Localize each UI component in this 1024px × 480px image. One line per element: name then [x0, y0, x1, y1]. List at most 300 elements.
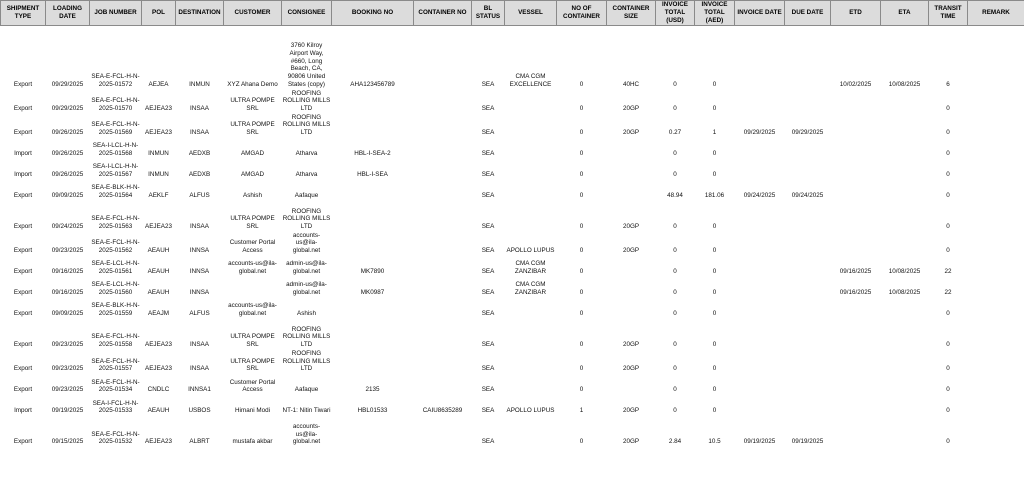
table-cell[interactable]	[414, 277, 472, 298]
table-cell[interactable]: HBL-I-SEA-2	[354, 150, 391, 158]
table-cell[interactable]	[414, 90, 472, 114]
table-cell[interactable]: SEA-E-FCL-H-N-2025-01563	[91, 215, 140, 231]
table-cell[interactable]: Export	[13, 192, 33, 200]
table-cell[interactable]: 0	[579, 341, 584, 349]
table-cell[interactable]	[414, 416, 472, 447]
table-cell[interactable]	[414, 138, 472, 159]
table-cell[interactable]: 20GP	[622, 341, 640, 349]
table-cell[interactable]: AEJEA23	[145, 438, 172, 446]
table-cell[interactable]: CAIU8635289	[422, 407, 463, 415]
column-header[interactable]: CONTAINER NO	[414, 1, 472, 26]
table-row[interactable]	[1, 138, 1024, 159]
table-cell[interactable]	[607, 159, 656, 180]
column-header[interactable]: INVOICE TOTAL (AED)	[695, 1, 735, 26]
table-cell[interactable]: 09/15/2025	[51, 438, 84, 446]
table-cell[interactable]	[414, 232, 472, 256]
table-cell[interactable]: 0	[946, 192, 950, 200]
table-cell[interactable]: 09/09/2025	[51, 192, 84, 200]
table-cell[interactable]	[968, 90, 1024, 114]
table-cell[interactable]: Customer Portal Access	[229, 239, 276, 255]
table-cell[interactable]	[831, 180, 881, 201]
table-cell[interactable]	[414, 26, 472, 90]
table-cell[interactable]: 0	[673, 365, 677, 373]
table-cell[interactable]: AEAJM	[148, 310, 169, 318]
table-cell[interactable]: 22	[944, 268, 952, 276]
table-cell[interactable]: 09/26/2025	[51, 150, 84, 158]
table-row[interactable]	[1, 201, 1024, 232]
table-cell[interactable]: 0	[673, 268, 677, 276]
table-cell[interactable]: 0	[673, 386, 677, 394]
table-cell[interactable]: 09/23/2025	[51, 365, 84, 373]
table-cell[interactable]: 20GP	[622, 104, 640, 112]
table-cell[interactable]: AEJEA	[148, 80, 169, 88]
table-cell[interactable]	[505, 374, 557, 395]
table-cell[interactable]: AMGAD	[240, 171, 265, 179]
table-cell[interactable]	[831, 159, 881, 180]
column-header[interactable]: SHIPMENT TYPE	[1, 1, 46, 26]
table-cell[interactable]	[505, 319, 557, 350]
table-cell[interactable]: SEA	[481, 104, 495, 112]
table-cell[interactable]	[831, 114, 881, 138]
table-cell[interactable]: 0	[673, 310, 677, 318]
table-cell[interactable]: SEA-E-LCL-H-N-2025-01560	[91, 281, 140, 297]
table-cell[interactable]: SEA	[481, 80, 495, 88]
column-header[interactable]: CONTAINER SIZE	[607, 1, 656, 26]
table-row[interactable]	[1, 256, 1024, 277]
table-cell[interactable]: 09/24/2025	[51, 223, 84, 231]
table-cell[interactable]: 10/08/2025	[888, 289, 921, 297]
table-cell[interactable]: accounts-us@ila-global.net	[292, 422, 321, 446]
table-cell[interactable]	[968, 416, 1024, 447]
table-cell[interactable]	[735, 232, 785, 256]
table-cell[interactable]: ROOFING ROLLING MILLS LTD	[282, 207, 331, 231]
table-cell[interactable]: AEJEA23	[145, 223, 172, 231]
table-cell[interactable]: APOLLO LUPUS	[506, 247, 555, 255]
table-cell[interactable]: 48.94	[667, 192, 683, 200]
table-cell[interactable]: 0	[712, 150, 717, 158]
table-cell[interactable]: AEJEA23	[145, 104, 172, 112]
table-cell[interactable]: Export	[13, 289, 33, 297]
table-cell[interactable]	[735, 277, 785, 298]
table-cell[interactable]	[735, 350, 785, 374]
table-cell[interactable]: 09/29/2025	[51, 80, 84, 88]
table-cell[interactable]: 0	[579, 289, 584, 297]
table-cell[interactable]: 0	[712, 268, 717, 276]
table-cell[interactable]: SEA-E-FCL-H-N-2025-01570	[91, 97, 140, 112]
table-row[interactable]	[1, 277, 1024, 298]
table-row[interactable]	[1, 159, 1024, 180]
table-cell[interactable]: 0	[946, 104, 950, 112]
table-cell[interactable]	[414, 256, 472, 277]
table-cell[interactable]: ROOFING ROLLING MILLS LTD	[282, 325, 331, 349]
table-cell[interactable]: 0	[579, 247, 584, 255]
table-cell[interactable]: ULTRA POMPE SRL	[230, 215, 275, 231]
table-cell[interactable]	[831, 350, 881, 374]
table-row[interactable]	[1, 319, 1024, 350]
table-cell[interactable]: 0	[673, 341, 677, 349]
column-header[interactable]: REMARK	[968, 1, 1024, 26]
table-cell[interactable]: 0	[712, 310, 717, 318]
table-cell[interactable]	[735, 256, 785, 277]
table-cell[interactable]: AEJEA23	[145, 341, 172, 349]
table-cell[interactable]: 0	[579, 104, 584, 112]
table-cell[interactable]: accounts-us@ila-global.net	[228, 260, 277, 276]
table-cell[interactable]: 09/19/2025	[791, 438, 824, 446]
table-cell[interactable]: MK0987	[360, 289, 385, 297]
table-cell[interactable]: SEA-I-LCL-H-N-2025-01568	[92, 142, 139, 158]
table-cell[interactable]	[414, 298, 472, 319]
table-cell[interactable]: Import	[14, 407, 32, 415]
column-header[interactable]: INVOICE DATE	[735, 1, 785, 26]
table-cell[interactable]	[785, 159, 831, 180]
table-cell[interactable]	[332, 90, 414, 114]
table-cell[interactable]: APOLLO LUPUS	[506, 407, 555, 415]
table-cell[interactable]: 0	[946, 247, 950, 255]
table-cell[interactable]	[735, 201, 785, 232]
table-cell[interactable]: 09/23/2025	[51, 247, 84, 255]
column-header[interactable]: CONSIGNEE	[282, 1, 332, 26]
table-cell[interactable]: SEA	[481, 438, 495, 446]
table-cell[interactable]: SEA	[481, 268, 495, 276]
table-cell[interactable]: INNSA	[189, 247, 210, 255]
table-cell[interactable]: 09/19/2025	[743, 438, 776, 446]
table-cell[interactable]: SEA	[481, 247, 495, 255]
table-cell[interactable]: Atharva	[295, 171, 318, 179]
table-cell[interactable]	[607, 256, 656, 277]
table-cell[interactable]	[607, 298, 656, 319]
table-cell[interactable]	[607, 138, 656, 159]
table-cell[interactable]: 09/29/2025	[791, 129, 824, 137]
table-cell[interactable]: 181.06	[704, 192, 725, 200]
table-cell[interactable]: ULTRA POMPE SRL	[230, 121, 275, 137]
table-cell[interactable]: SEA-E-FCL-H-N-2025-01569	[91, 121, 140, 137]
column-header[interactable]: BOOKING NO	[332, 1, 414, 26]
table-cell[interactable]	[831, 395, 881, 416]
table-cell[interactable]	[505, 114, 557, 138]
table-cell[interactable]: SEA-I-LCL-H-N-2025-01567	[92, 163, 139, 179]
table-cell[interactable]: SEA	[481, 129, 495, 137]
table-cell[interactable]	[735, 298, 785, 319]
table-cell[interactable]	[785, 232, 831, 256]
table-cell[interactable]: 22	[944, 289, 952, 297]
table-cell[interactable]	[332, 319, 414, 350]
table-cell[interactable]	[881, 374, 929, 395]
table-cell[interactable]: AEAUH	[147, 289, 170, 297]
table-cell[interactable]	[332, 350, 414, 374]
table-cell[interactable]: 10/08/2025	[888, 80, 921, 88]
table-cell[interactable]	[607, 277, 656, 298]
table-cell[interactable]	[785, 201, 831, 232]
table-cell[interactable]: AEAUH	[147, 268, 170, 276]
table-cell[interactable]: Aafaque	[294, 192, 319, 200]
table-row[interactable]	[1, 350, 1024, 374]
table-cell[interactable]: CMA CGM ZANZIBAR	[514, 260, 547, 276]
table-cell[interactable]: ULTRA POMPE SRL	[230, 357, 275, 373]
table-row[interactable]	[1, 90, 1024, 114]
table-cell[interactable]: INMUN	[189, 80, 210, 88]
table-cell[interactable]	[332, 180, 414, 201]
table-cell[interactable]: 0	[712, 80, 717, 88]
table-cell[interactable]: ULTRA POMPE SRL	[230, 97, 275, 112]
table-cell[interactable]	[831, 232, 881, 256]
table-cell[interactable]: INMUN	[148, 171, 169, 179]
table-cell[interactable]: SEA	[481, 289, 495, 297]
table-cell[interactable]: ALBRT	[189, 438, 210, 446]
table-cell[interactable]: 0	[673, 223, 677, 231]
table-cell[interactable]: accounts-us@ila-global.net	[228, 302, 277, 318]
table-cell[interactable]: XYZ Ahana Demo	[227, 80, 278, 88]
table-cell[interactable]	[968, 277, 1024, 298]
table-cell[interactable]	[414, 159, 472, 180]
table-cell[interactable]	[735, 319, 785, 350]
table-cell[interactable]: Export	[13, 80, 33, 88]
table-cell[interactable]	[968, 159, 1024, 180]
table-cell[interactable]: SEA	[481, 365, 495, 373]
table-cell[interactable]: 09/09/2025	[51, 310, 84, 318]
table-cell[interactable]: admin-us@ila-global.net	[286, 281, 327, 297]
table-cell[interactable]: 09/26/2025	[51, 171, 84, 179]
column-header[interactable]: DUE DATE	[785, 1, 831, 26]
table-cell[interactable]: INSAA	[190, 365, 209, 373]
table-cell[interactable]: 0	[712, 223, 717, 231]
table-cell[interactable]: 2.84	[668, 438, 682, 446]
table-cell[interactable]: CNDLC	[147, 386, 170, 394]
table-cell[interactable]: 20GP	[622, 247, 640, 255]
table-cell[interactable]: AMGAD	[240, 150, 265, 158]
table-cell[interactable]: 0	[946, 223, 950, 231]
table-cell[interactable]: SEA-E-FCL-H-N-2025-01558	[91, 333, 140, 349]
table-cell[interactable]	[968, 395, 1024, 416]
table-row[interactable]	[1, 180, 1024, 201]
table-cell[interactable]: Export	[13, 223, 33, 231]
table-cell[interactable]	[881, 350, 929, 374]
table-cell[interactable]: SEA	[481, 386, 495, 394]
table-cell[interactable]	[505, 138, 557, 159]
table-cell[interactable]	[785, 395, 831, 416]
table-cell[interactable]	[831, 298, 881, 319]
table-cell[interactable]: Ashish	[297, 310, 316, 318]
table-cell[interactable]: AEJEA23	[145, 129, 172, 137]
table-cell[interactable]: 0	[712, 407, 717, 415]
table-cell[interactable]: SEA	[481, 341, 495, 349]
table-cell[interactable]	[505, 416, 557, 447]
table-cell[interactable]: SEA	[481, 223, 495, 231]
table-cell[interactable]: 09/24/2025	[743, 192, 776, 200]
table-cell[interactable]: 0	[579, 80, 584, 88]
table-cell[interactable]: 0	[673, 407, 677, 415]
table-cell[interactable]: 3760 Kilroy Airport Way, #660, Long Beach, CA, 90806 United States (copy)	[287, 42, 326, 88]
table-cell[interactable]: INSAA	[190, 341, 209, 349]
table-cell[interactable]	[785, 374, 831, 395]
table-cell[interactable]: 0	[579, 192, 584, 200]
table-cell[interactable]	[785, 26, 831, 90]
table-cell[interactable]: 09/16/2025	[51, 268, 84, 276]
table-cell[interactable]	[968, 350, 1024, 374]
table-cell[interactable]: 0	[946, 407, 950, 415]
table-cell[interactable]: ROOFING ROLLING MILLS LTD	[282, 349, 331, 373]
table-cell[interactable]	[505, 350, 557, 374]
table-cell[interactable]: 0	[712, 386, 717, 394]
table-cell[interactable]: 0	[712, 365, 717, 373]
table-cell[interactable]	[881, 90, 929, 114]
table-cell[interactable]	[831, 319, 881, 350]
table-cell[interactable]: 09/16/2025	[839, 289, 872, 297]
table-cell[interactable]	[505, 90, 557, 114]
table-cell[interactable]: 0	[712, 104, 717, 112]
table-cell[interactable]	[968, 180, 1024, 201]
table-cell[interactable]: 0	[673, 80, 677, 88]
table-cell[interactable]	[881, 201, 929, 232]
table-cell[interactable]: SEA-E-BLK-H-N-2025-01559	[91, 302, 140, 318]
table-cell[interactable]	[414, 319, 472, 350]
column-header[interactable]: DESTINATION	[176, 1, 224, 26]
table-row[interactable]	[1, 114, 1024, 138]
table-cell[interactable]: Himani Modi	[235, 407, 270, 415]
table-cell[interactable]	[414, 114, 472, 138]
table-cell[interactable]: Ashish	[243, 192, 262, 200]
column-header[interactable]: POL	[142, 1, 176, 26]
table-cell[interactable]	[968, 114, 1024, 138]
table-cell[interactable]: 0	[946, 171, 950, 179]
table-cell[interactable]: 0	[946, 150, 950, 158]
table-cell[interactable]: Export	[13, 341, 33, 349]
column-header[interactable]: ETD	[831, 1, 881, 26]
table-cell[interactable]: CMA CGM ZANZIBAR	[514, 281, 547, 297]
table-cell[interactable]: SEA	[481, 310, 495, 318]
table-cell[interactable]: 0	[946, 341, 950, 349]
table-cell[interactable]: 0	[579, 129, 584, 137]
table-cell[interactable]: ULTRA POMPE SRL	[230, 333, 275, 349]
table-cell[interactable]	[607, 180, 656, 201]
table-cell[interactable]: Export	[13, 104, 33, 112]
table-cell[interactable]	[968, 298, 1024, 319]
table-cell[interactable]	[505, 180, 557, 201]
table-cell[interactable]: 0	[579, 386, 584, 394]
table-cell[interactable]: 0	[946, 438, 950, 446]
table-cell[interactable]: SEA-E-FCL-H-N-2025-01572	[91, 73, 140, 88]
table-cell[interactable]: 20GP	[622, 223, 640, 231]
table-cell[interactable]	[968, 232, 1024, 256]
table-cell[interactable]	[735, 138, 785, 159]
table-cell[interactable]: AEDXB	[188, 150, 211, 158]
table-cell[interactable]: ALFUS	[189, 192, 210, 200]
column-header[interactable]: TRANSIT TIME	[929, 1, 968, 26]
table-cell[interactable]	[607, 374, 656, 395]
table-cell[interactable]	[785, 138, 831, 159]
table-cell[interactable]: Atharva	[295, 150, 318, 158]
table-cell[interactable]	[968, 201, 1024, 232]
table-row[interactable]	[1, 395, 1024, 416]
table-cell[interactable]: 0	[579, 365, 584, 373]
table-cell[interactable]: 2135	[365, 386, 380, 394]
table-cell[interactable]: AEKLF	[148, 192, 169, 200]
table-cell[interactable]: 20GP	[622, 129, 640, 137]
table-cell[interactable]: SEA	[481, 150, 495, 158]
table-cell[interactable]: 09/23/2025	[51, 341, 84, 349]
table-cell[interactable]	[785, 298, 831, 319]
table-cell[interactable]: 0	[712, 171, 717, 179]
table-cell[interactable]: 10/08/2025	[888, 268, 921, 276]
table-cell[interactable]	[332, 201, 414, 232]
table-cell[interactable]: Import	[14, 171, 32, 179]
table-cell[interactable]: 1	[712, 129, 717, 137]
table-cell[interactable]: Customer Portal Access	[229, 378, 276, 394]
table-cell[interactable]	[414, 350, 472, 374]
table-cell[interactable]	[505, 201, 557, 232]
table-cell[interactable]: SEA-E-FCL-H-N-2025-01557	[91, 357, 140, 373]
table-cell[interactable]: 0	[712, 289, 717, 297]
table-cell[interactable]: 20GP	[622, 407, 640, 415]
table-cell[interactable]: Export	[13, 310, 33, 318]
table-cell[interactable]	[735, 26, 785, 90]
table-cell[interactable]	[785, 256, 831, 277]
column-header[interactable]: CUSTOMER	[224, 1, 282, 26]
table-cell[interactable]: 0	[673, 150, 677, 158]
table-row[interactable]	[1, 26, 1024, 90]
table-cell[interactable]: SEA-E-LCL-H-N-2025-01561	[91, 260, 140, 276]
table-cell[interactable]: 09/29/2025	[51, 104, 84, 112]
table-cell[interactable]: 20GP	[622, 438, 640, 446]
table-cell[interactable]: INMUN	[148, 150, 169, 158]
table-cell[interactable]: AHA123456789	[350, 80, 395, 88]
table-cell[interactable]: AEAUH	[147, 407, 170, 415]
table-cell[interactable]: 40HC	[622, 80, 640, 88]
table-cell[interactable]	[968, 374, 1024, 395]
table-cell[interactable]: SEA-E-FCL-H-N-2025-01562	[91, 239, 140, 255]
table-cell[interactable]	[881, 180, 929, 201]
table-cell[interactable]	[785, 319, 831, 350]
table-cell[interactable]: Export	[13, 386, 33, 394]
table-row[interactable]	[1, 232, 1024, 256]
table-cell[interactable]: Aafaque	[294, 386, 319, 394]
table-cell[interactable]	[881, 416, 929, 447]
table-cell[interactable]	[968, 256, 1024, 277]
table-cell[interactable]: 0	[946, 310, 950, 318]
table-cell[interactable]	[831, 90, 881, 114]
table-cell[interactable]: 09/26/2025	[51, 129, 84, 137]
table-cell[interactable]: Export	[13, 268, 33, 276]
table-cell[interactable]	[332, 114, 414, 138]
table-cell[interactable]: 0	[579, 171, 584, 179]
table-cell[interactable]: 0	[673, 104, 677, 112]
table-cell[interactable]: 0	[579, 438, 584, 446]
table-cell[interactable]	[224, 277, 282, 298]
column-header[interactable]: BL STATUS	[472, 1, 505, 26]
table-cell[interactable]	[831, 416, 881, 447]
table-cell[interactable]: AEAUH	[147, 247, 170, 255]
table-cell[interactable]: 09/16/2025	[51, 289, 84, 297]
table-cell[interactable]: SEA	[481, 171, 495, 179]
table-cell[interactable]	[968, 319, 1024, 350]
table-cell[interactable]	[881, 159, 929, 180]
table-cell[interactable]: 0	[579, 268, 584, 276]
table-cell[interactable]: 6	[946, 80, 950, 88]
table-row[interactable]	[1, 374, 1024, 395]
column-header[interactable]: INVOICE TOTAL (USD)	[656, 1, 695, 26]
table-cell[interactable]: 10.5	[708, 438, 721, 446]
table-cell[interactable]: HBL01533	[357, 407, 388, 415]
table-cell[interactable]	[881, 232, 929, 256]
table-cell[interactable]: AEJEA23	[145, 365, 172, 373]
table-cell[interactable]: 0	[579, 150, 584, 158]
table-cell[interactable]: NT-1: Nitin Tiwari	[282, 407, 331, 415]
table-cell[interactable]: 20GP	[622, 365, 640, 373]
table-cell[interactable]: 0	[579, 310, 584, 318]
table-cell[interactable]: INNSA	[189, 268, 210, 276]
table-cell[interactable]	[785, 350, 831, 374]
table-cell[interactable]	[831, 374, 881, 395]
table-cell[interactable]: Import	[14, 150, 32, 158]
